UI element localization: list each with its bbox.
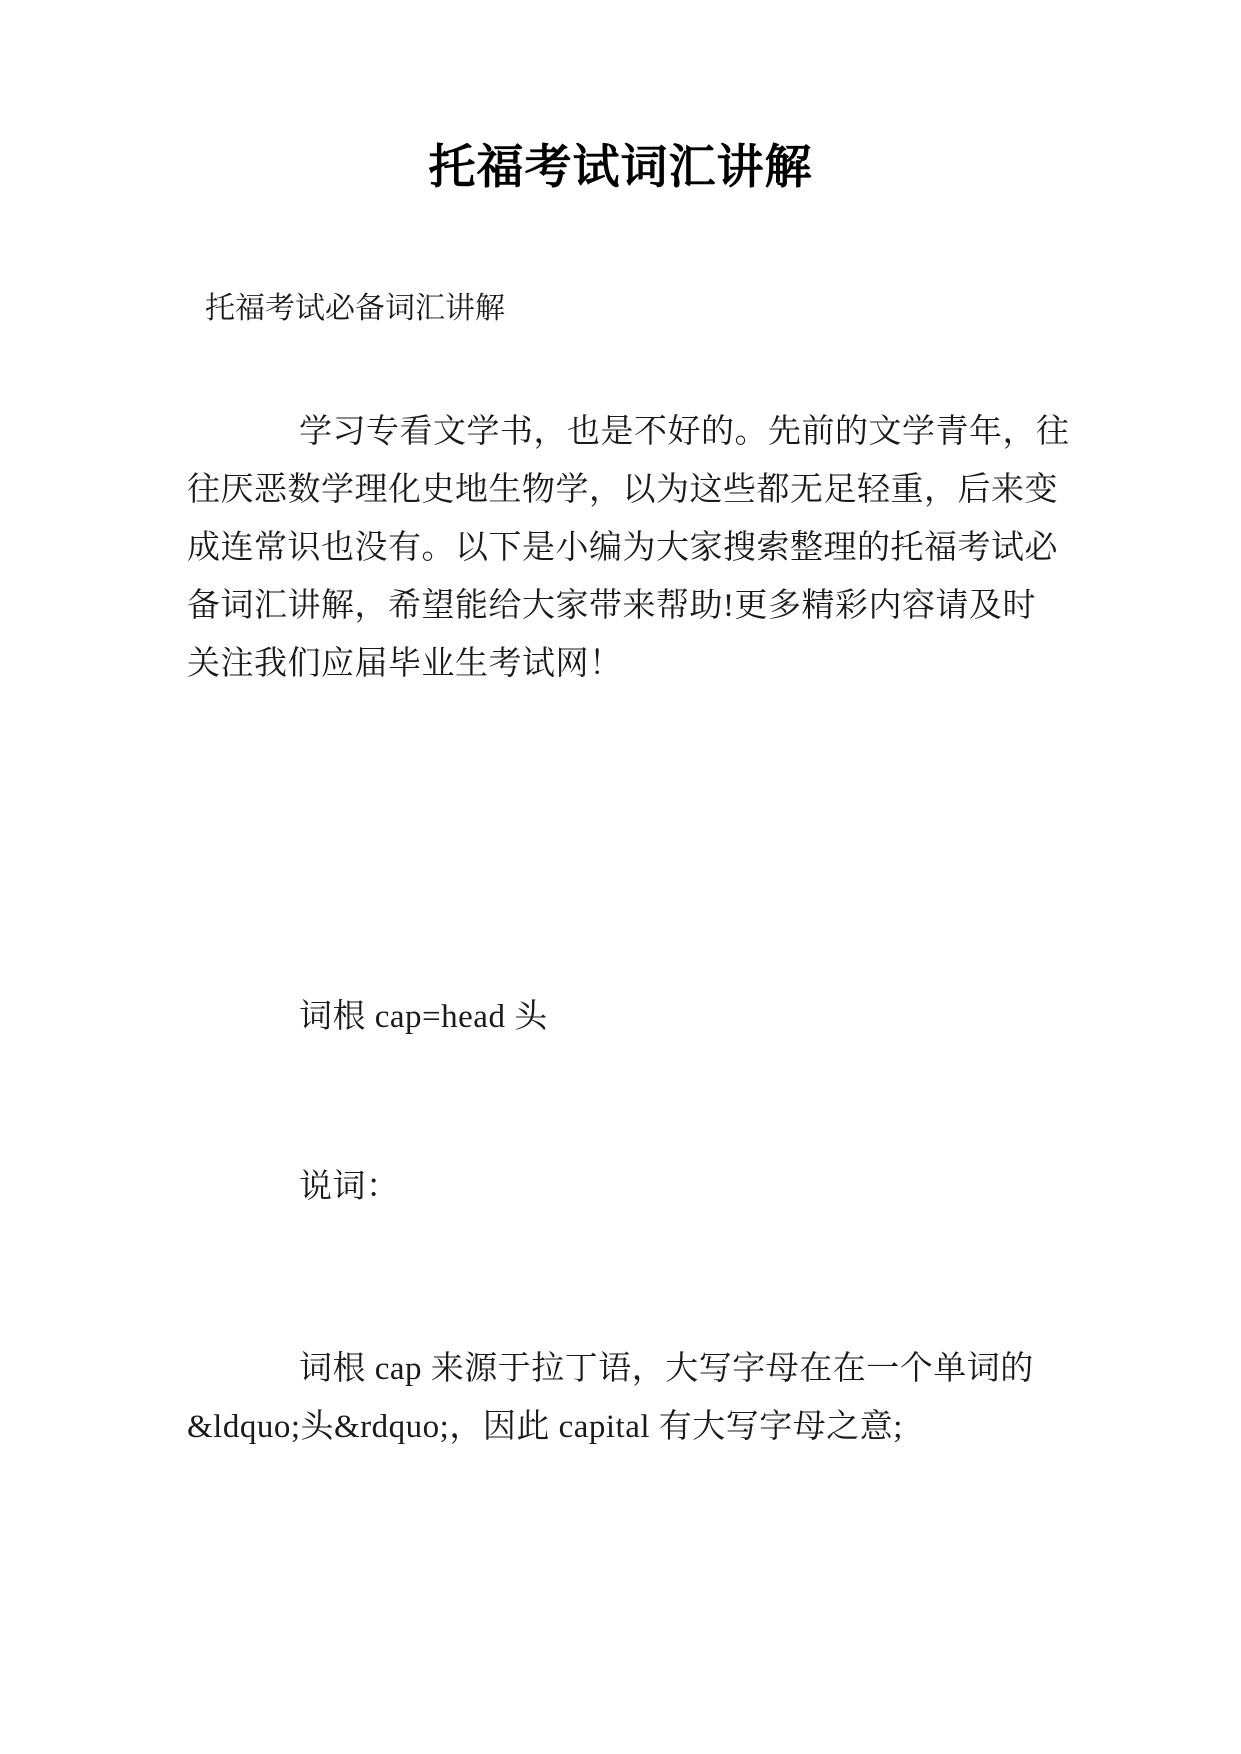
explanation-paragraph-line-2: &ldquo;头&rdquo;，因此 capital 有大写字母之意; xyxy=(187,1409,903,1445)
intro-paragraph-line-5: 关注我们应届毕业生考试网！ xyxy=(187,646,623,682)
intro-paragraph xyxy=(187,403,1070,693)
word-root-heading: 词根 cap=head 头 xyxy=(299,999,548,1035)
document-subtitle: 托福考试必备词汇讲解 xyxy=(205,292,505,325)
intro-paragraph-line-4: 备词汇讲解，希望能给大家带来帮助!更多精彩内容请及时 xyxy=(187,588,1036,624)
explanation-paragraph-line-1: 词根 cap 来源于拉丁语，大写字母在在一个单词的 xyxy=(299,1351,1034,1387)
page-title: 托福考试词汇讲解 xyxy=(428,142,813,194)
intro-paragraph-line-1: 学习专看文学书，也是不好的。先前的文学青年，往 xyxy=(299,414,1070,450)
intro-paragraph-line-2: 往厌恶数学理化史地生物学，以为这些都无足轻重，后来变 xyxy=(187,472,1058,508)
intro-paragraph-line-3: 成连常识也没有。以下是小编为大家搜索整理的托福考试必 xyxy=(187,530,1058,566)
section-label: 说词： xyxy=(299,1169,400,1205)
explanation-paragraph xyxy=(187,1340,1054,1456)
